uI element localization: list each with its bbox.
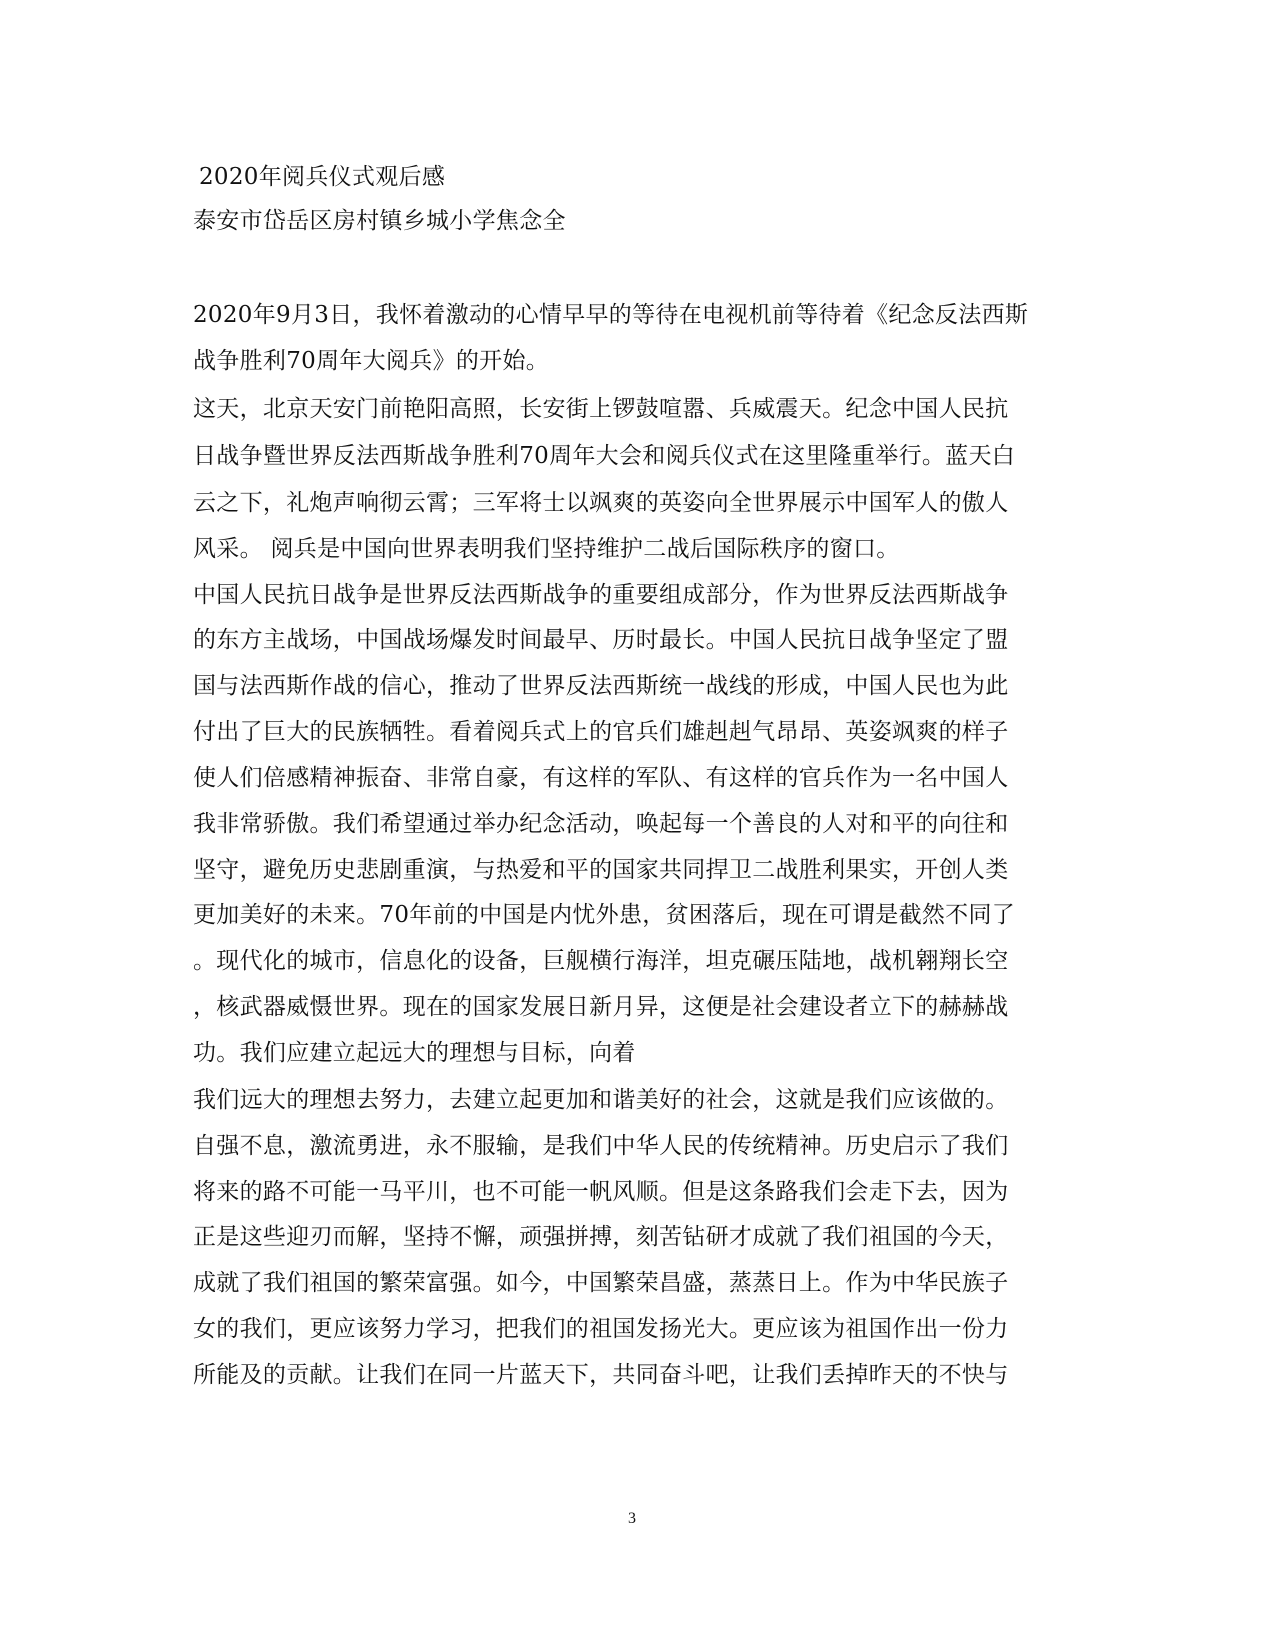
body-line: 云之下，礼炮声响彻云霄；三军将士以飒爽的英姿向全世界展示中国军人的傲人 — [193, 490, 1009, 516]
body-line: 功。我们应建立起远大的理想与目标，向着 — [193, 1040, 636, 1066]
body-line: 坚守，避免历史悲剧重演，与热爱和平的国家共同捍卫二战胜利果实，开创人类 — [193, 857, 1009, 883]
body-line: 更加美好的未来。70年前的中国是内忧外患，贫困落后，现在可谓是截然不同了 — [193, 902, 1016, 928]
body-line: 付出了巨大的民族牺牲。看着阅兵式上的官兵们雄赳赳气昂昂、英姿飒爽的样子 — [193, 719, 1009, 745]
page-number: 3 — [628, 1510, 636, 1527]
body-line: 的东方主战场，中国战场爆发时间最早、历时最长。中国人民抗日战争坚定了盟 — [193, 627, 1009, 653]
body-line: 这天，北京天安门前艳阳高照，长安街上锣鼓喧嚣、兵威震天。纪念中国人民抗 — [193, 396, 1009, 422]
body-line: 使人们倍感精神振奋、非常自豪，有这样的军队、有这样的官兵作为一名中国人 — [193, 765, 1009, 791]
document-title: 2020年阅兵仪式观后感 — [199, 164, 446, 190]
body-line: 战争胜利70周年大阅兵》的开始。 — [193, 348, 550, 374]
body-line: 所能及的贡献。让我们在同一片蓝天下，共同奋斗吧，让我们丢掉昨天的不快与 — [193, 1362, 1009, 1388]
author-line: 泰安市岱岳区房村镇乡城小学焦念全 — [193, 208, 566, 234]
body-line: 正是这些迎刃而解，坚持不懈，顽强拼搏，刻苦钻研才成就了我们祖国的今天， — [193, 1224, 1009, 1250]
body-line: 2020年9月3日，我怀着激动的心情早早的等待在电视机前等待着《纪念反法西斯 — [193, 302, 1029, 328]
body-line: 将来的路不可能一马平川，也不可能一帆风顺。但是这条路我们会走下去，因为 — [193, 1179, 1009, 1205]
body-line: 自强不息，激流勇进，永不服输，是我们中华人民的传统精神。历史启示了我们 — [193, 1133, 1009, 1159]
body-line: 女的我们，更应该努力学习，把我们的祖国发扬光大。更应该为祖国作出一份力 — [193, 1316, 1009, 1342]
body-line: 成就了我们祖国的繁荣富强。如今，中国繁荣昌盛，蒸蒸日上。作为中华民族子 — [193, 1270, 1009, 1296]
body-line: 风采。 阅兵是中国向世界表明我们坚持维护二战后国际秩序的窗口。 — [193, 536, 900, 562]
body-line: 。现代化的城市，信息化的设备，巨舰横行海洋，坦克碾压陆地，战机翱翔长空 — [193, 948, 1009, 974]
body-line: 中国人民抗日战争是世界反法西斯战争的重要组成部分，作为世界反法西斯战争 — [193, 582, 1009, 608]
body-line: 日战争暨世界反法西斯战争胜利70周年大会和阅兵仪式在这里隆重举行。蓝天白 — [193, 443, 1016, 469]
body-line: 我们远大的理想去努力，去建立起更加和谐美好的社会，这就是我们应该做的。 — [193, 1087, 1009, 1113]
body-line: 我非常骄傲。我们希望通过举办纪念活动，唤起每一个善良的人对和平的向往和 — [193, 811, 1009, 837]
body-line: 国与法西斯作战的信心，推动了世界反法西斯统一战线的形成，中国人民也为此 — [193, 673, 1009, 699]
body-line: ，核武器威慑世界。现在的国家发展日新月异，这便是社会建设者立下的赫赫战 — [193, 994, 1009, 1020]
